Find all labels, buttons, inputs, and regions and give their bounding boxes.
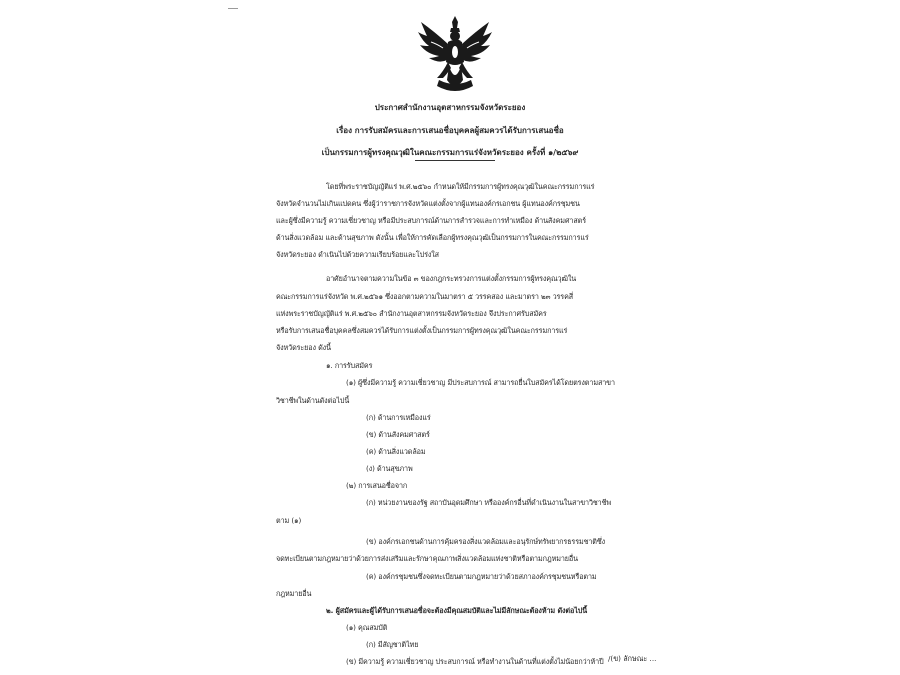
list-item: (ค) ด้านสิ่งแวดล้อม [366,447,426,456]
body-line: โดยที่พระราชบัญญัติแร่ พ.ศ.๒๕๖๐ กำหนดให้มีกรรมการผู้ทรงคุณวุฒิในคณะกรรมการแร่ [326,182,595,191]
body-line: ด้านสิ่งแวดล้อม และด้านสุขภาพ ดังนั้น เพื่อให้การคัดเลือกผู้ทรงคุณวุฒิเป็นกรรมการในคณะกรรมการแร่ [276,233,589,242]
garuda-emblem-icon [415,14,495,96]
body-line: จังหวัดจำนวนไม่เกินแปดคน ซึ่งผู้ว่าราชการจังหวัดแต่งตั้งจากผู้แทนองค์กรเอกชน ผู้แทนองค์กรชุมชน [276,199,580,208]
body-line: และผู้ซึ่งมีความรู้ ความเชี่ยวชาญ หรือมีประสบการณ์ด้านการสำรวจและการทำเหมือง ด้านสังคมศาสตร์ [276,216,586,225]
body-line: กฎหมายอื่น [276,589,312,598]
scan-speck [228,8,238,9]
list-item: (ง) ด้านสุขภาพ [366,464,413,473]
list-item: (ข) องค์กรเอกชนด้านการคุ้มครองสิ่งแวดล้อมและอนุรักษ์ทรัพยากรธรรมชาติซึ่ง [366,537,606,546]
continuation-marker: /(ข) ลักษณะ ... [608,654,657,663]
body-line: จังหวัดระยอง ดำเนินไปด้วยความเรียบร้อยและโปร่งใส [276,250,439,259]
body-line: วิชาชีพในด้านดังต่อไปนี้ [276,396,350,405]
section-heading: ๒. ผู้สมัครและผู้ได้รับการเสนอชื่อจะต้องมีคุณสมบัติและไม่มีลักษณะต้องห้าม ดังต่อไปนี้ [326,606,588,615]
subject-line-2: เป็นกรรมการผู้ทรงคุณวุฒิในคณะกรรมการแร่จังหวัดระยอง ครั้งที่ ๑/๒๕๖๙ [321,148,579,157]
body-line: (๑) ผู้ซึ่งมีความรู้ ความเชี่ยวชาญ มีประสบการณ์ สามารถยื่นใบสมัครได้โดยตรงตามสาขา [346,378,615,387]
list-item: (ก) ด้านการเหมืองแร่ [366,413,431,422]
body-line: จังหวัดระยอง ดังนี้ [276,343,331,352]
list-item: (ข) ด้านสังคมศาสตร์ [366,430,430,439]
body-line: จดทะเบียนตามกฎหมายว่าด้วยการส่งเสริมและรักษาคุณภาพสิ่งแวดล้อมแห่งชาติหรือตามกฎหมายอื่น [276,554,578,563]
list-item: (๒) การเสนอชื่อจาก [346,481,408,490]
section-heading: ๑. การรับสมัคร [326,361,373,370]
list-item: (ก) หน่วยงานของรัฐ สถาบันอุดมศึกษา หรือองค์กรอื่นที่ดำเนินงานในสาขาวิชาชีพ [366,498,612,507]
list-item: (ค) องค์กรชุมชนซึ่งจดทะเบียนตามกฎหมายว่าด้วยสภาองค์กรชุมชนหรือตาม [366,572,597,581]
body-line: ตาม (๑) [276,516,302,525]
announcement-title: ประกาศสำนักงานอุตสาหกรรมจังหวัดระยอง [374,103,526,112]
body-line: หรือรับการเสนอชื่อบุคคลซึ่งสมควรได้รับการแต่งตั้งเป็นกรรมการผู้ทรงคุณวุฒิในคณะกรรมการแร่ [276,326,568,335]
title-divider [415,160,495,161]
body-line: อาศัยอำนาจตามความในข้อ ๓ ของกฎกระทรวงการแต่งตั้งกรรมการผู้ทรงคุณวุฒิใน [326,274,577,283]
subject-line-1: เรื่อง การรับสมัครและการเสนอชื่อบุคคลผู้สมควรได้รับการเสนอชื่อ [336,126,564,135]
list-item: (๑) คุณสมบัติ [346,623,388,632]
body-line: แห่งพระราชบัญญัติแร่ พ.ศ.๒๕๖๐ สำนักงานอุตสาหกรรมจังหวัดระยอง จึงประกาศรับสมัคร [276,309,547,318]
list-item: (ก) มีสัญชาติไทย [366,640,419,649]
body-line: คณะกรรมการแร่จังหวัด พ.ศ.๒๕๖๑ ซึ่งออกตามความในมาตรา ๕ วรรคสอง และมาตรา ๒๓ วรรคสี่ [276,292,574,301]
list-item: (ข) มีความรู้ ความเชี่ยวชาญ ประสบการณ์ หรือทำงานในด้านที่แต่งตั้งไม่น้อยกว่าห้าปี [346,657,604,666]
